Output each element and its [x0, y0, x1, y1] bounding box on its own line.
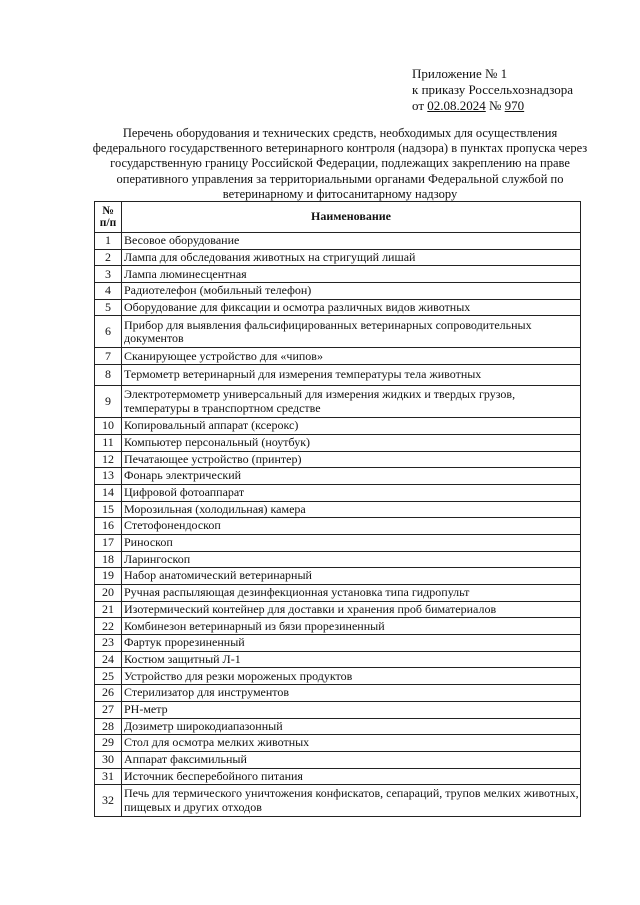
row-name: Электротермометр универсальный для измерения жидких и твердых грузов, температуры в транспортном средстве — [122, 386, 581, 418]
row-name: Изотермический контейнер для доставки и хранения проб биматериалов — [122, 601, 581, 618]
header-name: Наименование — [122, 202, 581, 233]
row-number: 32 — [95, 785, 122, 817]
row-name: Стол для осмотра мелких животных — [122, 735, 581, 752]
row-name: Костюм защитный Л-1 — [122, 651, 581, 668]
row-name: Прибор для выявления фальсифицированных ветеринарных сопроводительных документов — [122, 316, 581, 348]
table-row — [95, 501, 581, 518]
appendix-title: Приложение № 1 — [412, 66, 508, 81]
table-row — [95, 701, 581, 718]
row-number: 6 — [95, 316, 122, 348]
table-row — [95, 484, 581, 501]
table-row — [95, 735, 581, 752]
table-row — [95, 651, 581, 668]
row-number: 24 — [95, 651, 122, 668]
table-row — [95, 718, 581, 735]
row-number: 10 — [95, 418, 122, 435]
row-number: 18 — [95, 551, 122, 568]
row-number: 4 — [95, 283, 122, 300]
table-row — [95, 668, 581, 685]
row-name: Комбинезон ветеринарный из бязи прорезиненный — [122, 618, 581, 635]
row-number: 7 — [95, 348, 122, 365]
row-name: Риноскоп — [122, 534, 581, 551]
date-prefix: от — [412, 98, 428, 113]
row-name: Лампа люминесцентная — [122, 266, 581, 283]
table-row — [95, 299, 581, 316]
table-row — [95, 233, 581, 250]
row-name: Фонарь электрический — [122, 468, 581, 485]
table-row — [95, 418, 581, 435]
table-row — [95, 685, 581, 702]
row-name: Компьютер персональный (ноутбук) — [122, 434, 581, 451]
appendix-block — [412, 66, 573, 114]
row-number: 17 — [95, 534, 122, 551]
table-row — [95, 635, 581, 652]
row-name: PH-метр — [122, 701, 581, 718]
table-row — [95, 534, 581, 551]
appendix-date-line — [412, 98, 573, 114]
row-number: 20 — [95, 585, 122, 602]
table-body — [95, 233, 581, 817]
row-name: Стетофонендоскоп — [122, 518, 581, 535]
row-number: 14 — [95, 484, 122, 501]
row-number: 8 — [95, 365, 122, 386]
table-row — [95, 518, 581, 535]
row-name: Лампа для обследования животных на стригущий лишай — [122, 249, 581, 266]
table-row — [95, 618, 581, 635]
row-number: 19 — [95, 568, 122, 585]
row-name: Источник бесперебойного питания — [122, 768, 581, 785]
row-number: 13 — [95, 468, 122, 485]
row-number: 15 — [95, 501, 122, 518]
row-number: 30 — [95, 751, 122, 768]
row-number: 31 — [95, 768, 122, 785]
row-name: Копировальный аппарат (ксерокс) — [122, 418, 581, 435]
table-row — [95, 434, 581, 451]
table-row — [95, 551, 581, 568]
table-row — [95, 348, 581, 365]
row-number: 11 — [95, 434, 122, 451]
table-row — [95, 451, 581, 468]
row-number: 2 — [95, 249, 122, 266]
row-name: Фартук прорезиненный — [122, 635, 581, 652]
row-number: 29 — [95, 735, 122, 752]
table-row — [95, 249, 581, 266]
row-name: Ручная распыляющая дезинфекционная установка типа гидропульт — [122, 585, 581, 602]
table-row — [95, 568, 581, 585]
row-name: Стерилизатор для инструментов — [122, 685, 581, 702]
row-name: Набор анатомический ветеринарный — [122, 568, 581, 585]
row-name: Ларингоскоп — [122, 551, 581, 568]
row-number: 28 — [95, 718, 122, 735]
row-number: 27 — [95, 701, 122, 718]
row-name: Термометр ветеринарный для измерения температуры тела животных — [122, 365, 581, 386]
row-number: 5 — [95, 299, 122, 316]
row-number: 25 — [95, 668, 122, 685]
row-number: 22 — [95, 618, 122, 635]
row-number: 12 — [95, 451, 122, 468]
row-number: 9 — [95, 386, 122, 418]
row-name: Весовое оборудование — [122, 233, 581, 250]
order-number: 970 — [504, 98, 525, 113]
table-row — [95, 365, 581, 386]
row-name: Радиотелефон (мобильный телефон) — [122, 283, 581, 300]
table-header-row — [95, 202, 581, 233]
row-number: 16 — [95, 518, 122, 535]
row-number: 26 — [95, 685, 122, 702]
number-prefix: № — [485, 98, 505, 113]
row-name: Морозильная (холодильная) камера — [122, 501, 581, 518]
table-row — [95, 386, 581, 418]
table-row — [95, 283, 581, 300]
row-name: Оборудование для фиксации и осмотра различных видов животных — [122, 299, 581, 316]
row-name: Печатающее устройство (принтер) — [122, 451, 581, 468]
table-row — [95, 585, 581, 602]
row-name: Сканирующее устройство для «чипов» — [122, 348, 581, 365]
table-row — [95, 266, 581, 283]
table-row — [95, 468, 581, 485]
row-number: 21 — [95, 601, 122, 618]
order-date: 02.08.2024 — [427, 98, 486, 113]
table-row — [95, 785, 581, 817]
table-row — [95, 751, 581, 768]
row-number: 3 — [95, 266, 122, 283]
row-name: Печь для термического уничтожения конфискатов, сепараций, трупов мелких животных, пищевых и других отходов — [122, 785, 581, 817]
equipment-table — [94, 201, 581, 817]
row-number: 1 — [95, 233, 122, 250]
row-name: Цифровой фотоаппарат — [122, 484, 581, 501]
document-heading: Перечень оборудования и технических средств, необходимых для осуществления федерального государственного ветеринарного контроля (надзора) в пунктах пропуска через государственную границу Российской Федерации, подлежащих закреплению на праве оперативного управления за территориальными органами Федеральной службой по ветеринарному и фитосанитарному надзору — [92, 126, 588, 201]
row-name: Аппарат факсимильный — [122, 751, 581, 768]
appendix-order: к приказу Россельхознадзора — [412, 82, 574, 97]
row-name: Дозиметр широкодиапазонный — [122, 718, 581, 735]
header-number: № п/п — [95, 202, 122, 233]
table-row — [95, 316, 581, 348]
table-row — [95, 601, 581, 618]
table-row — [95, 768, 581, 785]
row-name: Устройство для резки мороженых продуктов — [122, 668, 581, 685]
row-number: 23 — [95, 635, 122, 652]
